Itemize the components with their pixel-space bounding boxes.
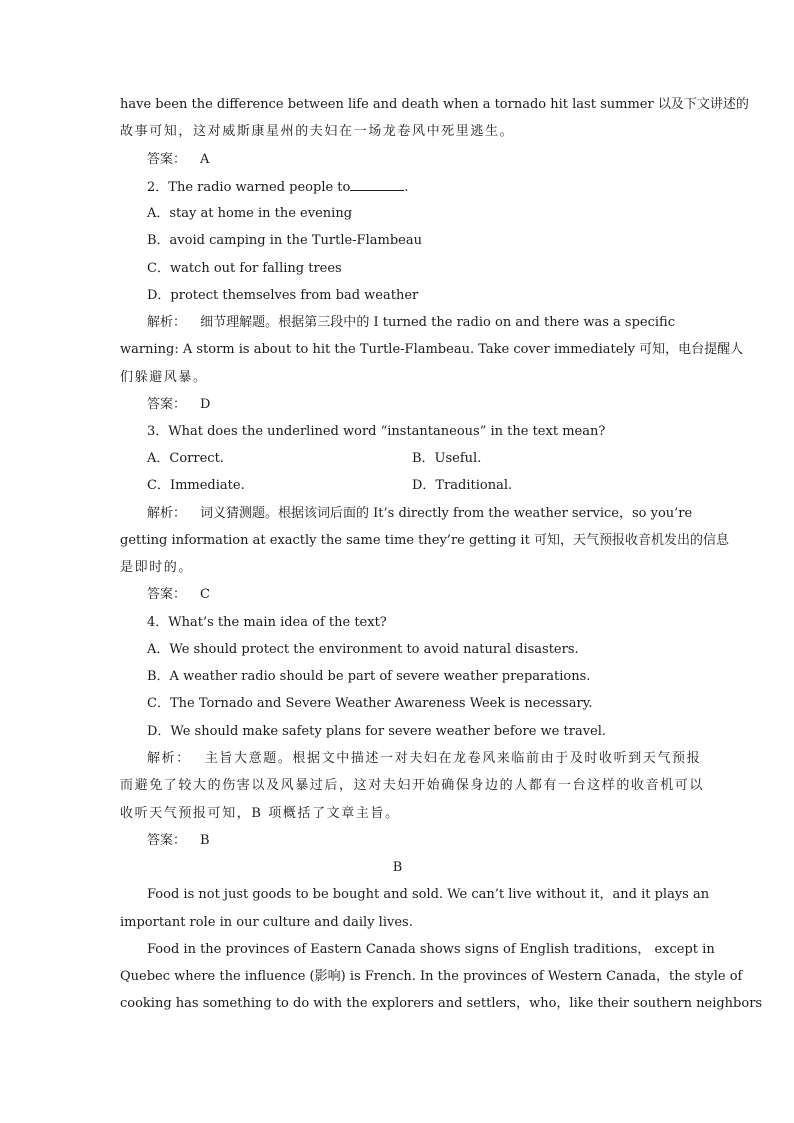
analysis-text: 词义猜测题。根据该词后面的 It’s directly from the weather service，so you’re xyxy=(200,506,693,521)
option-row xyxy=(120,450,675,468)
analysis-line: getting information at exactly the same time they’re getting it 可知，天气预报收音机发出的信息 xyxy=(120,533,729,548)
analysis-line: 们躲避风暴。 xyxy=(120,370,208,385)
paragraph-line: Food in the provinces of Eastern Canada shows signs of English traditions， except in xyxy=(147,942,715,957)
analysis-line: 而避免了较大的伤害以及风暴过后，这对夫妇开始确保身边的人都有一台这样的收音机可以 xyxy=(120,778,705,793)
paragraph-line: Food is not just goods to be bought and sold. We can’t live without it，and it plays an xyxy=(147,887,710,902)
answer-value: C xyxy=(200,587,210,602)
question-stem: 4．What’s the main idea of the text? xyxy=(147,615,387,630)
answer-line xyxy=(120,832,675,850)
option-d: D．Traditional. xyxy=(412,478,513,493)
option-b: B．A weather radio should be part of severe weather preparations. xyxy=(147,669,591,684)
analysis-line: 收听天气预报可知，B 项概括了文章主旨。 xyxy=(120,806,400,821)
analysis-label: 解析： xyxy=(147,506,187,521)
option-d: D．We should make safety plans for severe weather before we travel. xyxy=(147,724,607,739)
question-stem: 3．What does the underlined word “instantaneous” in the text mean? xyxy=(147,424,606,439)
answer-line xyxy=(120,586,675,604)
option-a: A．We should protect the environment to avoid natural disasters. xyxy=(147,642,579,657)
paragraph-line: Quebec where the influence (影响) is French. In the provinces of Western Canada，the style of xyxy=(120,969,743,984)
paragraph-line: cooking has something to do with the explorers and settlers，who，like their southern neighbors xyxy=(120,996,763,1011)
answer-line xyxy=(120,151,675,169)
analysis-text: 主旨大意题。根据文中描述一对夫妇在龙卷风来临前由于及时收听到天气预报 xyxy=(204,751,702,766)
analysis-line xyxy=(120,505,693,523)
paragraph-line: important role in our culture and daily lives. xyxy=(120,915,413,930)
option-row xyxy=(120,477,675,495)
question-end: . xyxy=(404,180,409,195)
option-c: C．The Tornado and Severe Weather Awareness Week is necessary. xyxy=(147,696,593,711)
analysis-label: 解析： xyxy=(147,315,187,330)
answer-value: D xyxy=(200,397,211,412)
explanation-line: have been the difference between life and death when a tornado hit last summer 以及下文讲述的 xyxy=(120,97,749,112)
answer-label: 答案： xyxy=(147,587,187,602)
analysis-line xyxy=(120,314,675,332)
analysis-text: 细节理解题。根据第三段中的 I turned the radio on and there was a specific xyxy=(200,315,675,330)
option-b: B．Useful. xyxy=(412,451,482,466)
analysis-line: 是即时的。 xyxy=(120,560,194,575)
answer-line xyxy=(120,396,675,414)
explanation-line: 故事可知，这对威斯康星州的夫妇在一场龙卷风中死里逃生。 xyxy=(120,124,515,139)
question-text: 2．The radio warned people to xyxy=(147,180,351,195)
answer-blank xyxy=(350,178,404,191)
option-a: A．Correct. xyxy=(147,451,224,466)
question-stem xyxy=(120,178,675,197)
analysis-line xyxy=(120,750,702,768)
section-heading: B xyxy=(392,860,403,875)
answer-label: 答案： xyxy=(147,152,187,167)
option-b: B．avoid camping in the Turtle-Flambeau xyxy=(147,233,422,248)
option-c: C．watch out for falling trees xyxy=(147,261,342,276)
option-c: C．Immediate. xyxy=(147,478,245,493)
analysis-label: 解析： xyxy=(147,751,191,766)
option-a: A．stay at home in the evening xyxy=(147,206,353,221)
answer-value: B xyxy=(200,833,210,848)
answer-value: A xyxy=(200,152,210,167)
analysis-line: warning: A storm is about to hit the Turtle-Flambeau. Take cover immediately 可知，电台提醒人 xyxy=(120,342,744,357)
answer-label: 答案： xyxy=(147,833,187,848)
option-d: D．protect themselves from bad weather xyxy=(147,288,419,303)
answer-label: 答案： xyxy=(147,397,187,412)
